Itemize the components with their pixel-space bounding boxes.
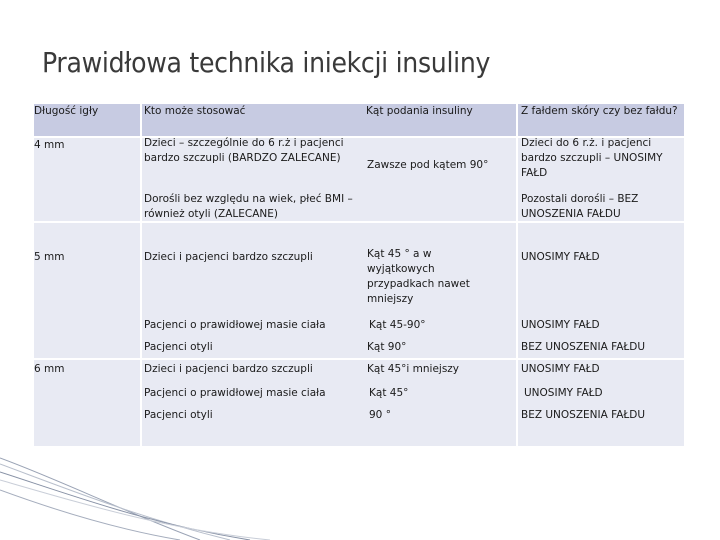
- table-cell: UNOSIMY FAŁD: [521, 363, 600, 375]
- table-cell: UNOSIMY FAŁD: [524, 387, 603, 399]
- header-who: Kto może stosować: [144, 105, 246, 117]
- needle-6mm: 6 mm: [34, 363, 65, 375]
- insulin-technique-table: [34, 104, 684, 446]
- row-divider: [34, 358, 684, 360]
- table-cell: Dzieci do 6 r.ż. i pacjenci bardzo szczupli – UNOSIMY FAŁD: [521, 137, 663, 179]
- table-cell: Kąt 45°i mniejszy: [367, 363, 460, 375]
- column-divider: [516, 104, 518, 446]
- header-angle: Kąt podania insuliny: [366, 105, 473, 117]
- needle-4mm: 4 mm: [34, 139, 65, 151]
- table-cell: Pacjenci o prawidłowej masie ciała: [144, 387, 326, 399]
- table-cell: BEZ UNOSZENIA FAŁDU: [521, 409, 646, 421]
- header-fold: Z fałdem skóry czy bez fałdu?: [521, 105, 678, 117]
- table-cell: UNOSIMY FAŁD: [521, 319, 600, 331]
- table-cell: Pacjenci o prawidłowej masie ciała: [144, 319, 326, 331]
- table-cell: Kąt 45-90°: [369, 319, 426, 331]
- table-cell: BEZ UNOSZENIA FAŁDU: [521, 341, 646, 353]
- table-cell: Zawsze pod kątem 90°: [367, 159, 489, 171]
- table-cell: Kąt 45 ° a w wyjątkowych przypadkach nawet mniejszy: [367, 248, 470, 305]
- table-cell: Dorośli bez względu na wiek, płeć BMI – również otyli (ZALECANE): [144, 193, 353, 220]
- needle-5mm: 5 mm: [34, 251, 65, 263]
- header-needle-length: Długość igły: [34, 105, 99, 117]
- table-cell: Kąt 90°: [367, 341, 407, 353]
- table-cell: Pacjenci otyli: [144, 341, 213, 353]
- table-cell: Dzieci i pacjenci bardzo szczupli: [144, 363, 313, 375]
- page-title: Prawidłowa technika iniekcji insuliny: [42, 46, 491, 79]
- table-cell: Pozostali dorośli – BEZ UNOSZENIA FAŁDU: [521, 193, 639, 220]
- table-cell: 90 °: [369, 409, 391, 421]
- table-cell: Kąt 45°: [369, 387, 409, 399]
- table-cell: UNOSIMY FAŁD: [521, 251, 600, 263]
- column-divider: [140, 104, 142, 446]
- table-cell: Dzieci i pacjenci bardzo szczupli: [144, 251, 313, 263]
- table-cell: Dzieci – szczególnie do 6 r.ż i pacjenci bardzo szczupli (BARDZO ZALECANE): [144, 137, 344, 164]
- decorative-swoosh: [0, 450, 720, 540]
- table-cell: Pacjenci otyli: [144, 409, 213, 421]
